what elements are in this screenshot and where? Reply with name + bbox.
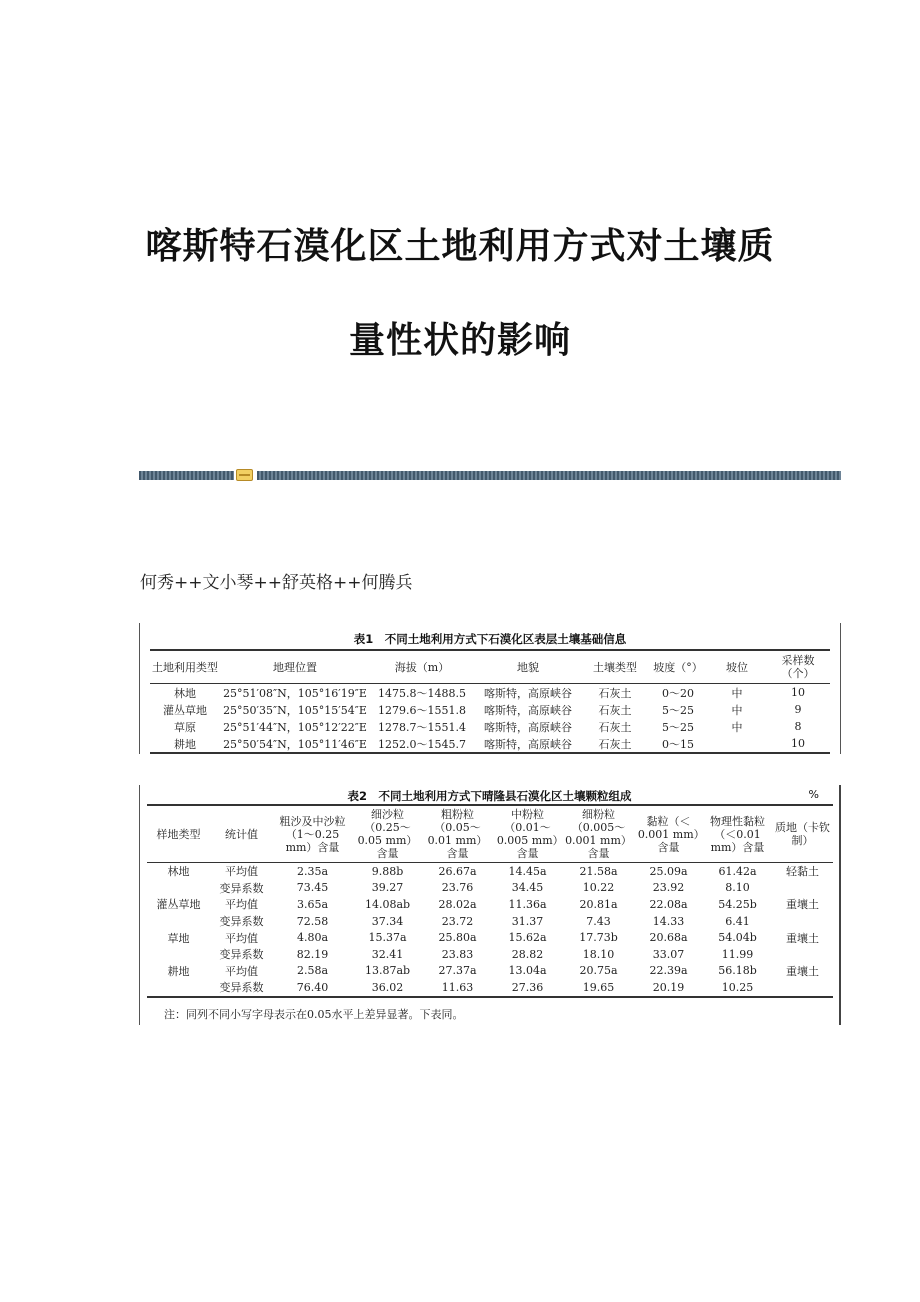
table-cell: 中 <box>731 720 743 734</box>
table-cell: 6.41 <box>725 914 750 928</box>
table-cell: 14.45a <box>508 864 547 878</box>
table-cell: 喀斯特，高原峡谷 <box>484 737 572 751</box>
table-cell: 20.81a <box>579 897 618 911</box>
table-cell: 石灰土 <box>598 737 632 751</box>
authors-line: 何秀++文小琴++舒英格++何腾兵 <box>140 573 413 593</box>
table-row <box>147 896 833 913</box>
table2-header-cell: 黏粒（＜0.001 mm）含量 <box>637 814 700 854</box>
table-cell: 10.25 <box>721 980 754 994</box>
envelope-icon <box>236 469 253 481</box>
table-cell: 37.34 <box>371 914 404 928</box>
table-cell <box>147 880 211 897</box>
table-cell: 54.25b <box>718 897 757 911</box>
table-cell: 平均值 <box>225 964 258 978</box>
table-cell: 石灰土 <box>598 720 632 734</box>
table-cell: 22.39a <box>649 964 688 978</box>
table-cell: 10 <box>791 737 805 750</box>
table-cell: 2.58a <box>296 964 329 978</box>
table-cell: 0～15 <box>662 737 694 751</box>
table-cell: 15.37a <box>368 931 407 945</box>
table-cell: 草原 <box>174 720 196 734</box>
table-cell: 9 <box>794 703 802 716</box>
table-cell: 21.58a <box>579 864 618 878</box>
table-cell <box>773 913 833 930</box>
table-cell: 中 <box>731 686 743 700</box>
table-cell: 变异系数 <box>219 981 264 995</box>
table-cell <box>773 880 833 897</box>
table-row <box>147 929 833 946</box>
table-cell: 20.19 <box>652 980 685 994</box>
table1-header-cell: 坡位 <box>726 660 748 674</box>
table-cell: 重壤土 <box>786 964 819 978</box>
table-row <box>150 684 830 702</box>
table1-header-cell: 坡度（°） <box>653 660 703 674</box>
table-cell: 林地 <box>174 686 196 700</box>
table-cell: 喀斯特，高原峡谷 <box>484 720 572 734</box>
table-cell <box>147 913 211 930</box>
table-cell: 变异系数 <box>219 915 264 929</box>
table2 <box>147 804 833 998</box>
table1-figure <box>139 623 841 754</box>
table1-header-cell: 土地利用类型 <box>152 660 218 674</box>
table2-header-cell: 细沙粒（0.25～0.05 mm）含量 <box>357 808 418 860</box>
table-cell: 耕地 <box>174 737 196 751</box>
table2-caption-text: 表2 不同土地利用方式下晴隆县石漠化区土壤颗粒组成 <box>347 789 632 803</box>
decorative-rule-right <box>257 471 841 480</box>
table-cell: 中 <box>731 703 743 717</box>
table-cell: 18.10 <box>582 947 615 961</box>
table-cell <box>147 946 211 963</box>
table2-header-cell: 粗粉粒（0.05～0.01 mm）含量 <box>427 808 488 860</box>
table-cell: 22.08a <box>649 897 688 911</box>
table2-unit: % <box>808 788 819 801</box>
table-cell: 变异系数 <box>219 948 264 962</box>
table-cell: 56.18b <box>718 964 757 978</box>
table-cell: 9.88b <box>371 864 404 878</box>
table-cell: 8.10 <box>725 881 750 895</box>
table-cell: 耕地 <box>167 964 190 978</box>
table-cell: 25°51′44″N，105°12′22″E <box>223 720 367 734</box>
table-cell: 76.40 <box>296 980 329 994</box>
table-cell: 25.80a <box>438 931 477 945</box>
table-cell: 39.27 <box>371 881 404 895</box>
table2-header-row <box>147 805 833 863</box>
table-cell: 轻黏土 <box>786 865 819 879</box>
table-cell: 25.09a <box>649 864 688 878</box>
table-cell: 平均值 <box>225 898 258 912</box>
table-cell <box>773 946 833 963</box>
table-cell <box>147 979 211 997</box>
table-cell: 82.19 <box>296 947 329 961</box>
table-cell: 13.87ab <box>364 964 411 978</box>
table-cell: 25°50′35″N，105°15′54″E <box>223 703 367 717</box>
table2-header-cell: 物理性黏粒（＜0.01 mm）含量 <box>710 814 765 854</box>
table-cell: 11.36a <box>508 897 547 911</box>
decorative-rule-left <box>139 471 234 480</box>
table-cell: 3.65a <box>296 897 329 911</box>
table2-header-cell: 粗沙及中沙粒（1～0.25 mm）含量 <box>279 814 346 854</box>
table1 <box>150 649 830 754</box>
table2-note: 注：同列不同小写字母表示在0.05水平上差异显著。下表同。 <box>164 1007 464 1021</box>
table-cell: 11.99 <box>721 947 754 961</box>
table-cell: 1475.8～1488.5 <box>378 686 466 700</box>
table-cell: 灌丛草地 <box>156 898 201 912</box>
table-cell: 5～25 <box>662 720 694 734</box>
table-cell: 1278.7～1551.4 <box>378 720 466 734</box>
table-cell: 72.58 <box>296 914 329 928</box>
table-cell: 28.02a <box>438 897 477 911</box>
table-cell: 平均值 <box>225 931 258 945</box>
table-cell: 32.41 <box>371 947 404 961</box>
table-cell: 28.82 <box>511 947 544 961</box>
table1-header-cell: 土壤类型 <box>593 660 637 674</box>
document-title-line-1: 喀斯特石漠化区土地利用方式对土壤质 <box>145 226 775 267</box>
table-cell: 10 <box>791 686 805 699</box>
table2-header-cell: 中粉粒（0.01～0.005 mm）含量 <box>496 808 559 860</box>
table-cell: 54.04b <box>718 931 757 945</box>
table-cell: 33.07 <box>652 947 685 961</box>
document-title-line-2: 量性状的影响 <box>348 320 571 361</box>
table-cell: 23.83 <box>441 947 474 961</box>
table-cell: 23.92 <box>652 881 685 895</box>
table-cell: 13.04a <box>508 964 547 978</box>
table1-header-cell: 海拔（m） <box>394 660 450 674</box>
table-cell: 10.22 <box>582 881 615 895</box>
table-cell: 20.68a <box>649 931 688 945</box>
table-cell: 14.33 <box>652 914 685 928</box>
table-cell: 石灰土 <box>598 686 632 700</box>
table-row <box>150 718 830 735</box>
table-cell: 14.08ab <box>364 897 411 911</box>
table-cell: 31.37 <box>511 914 544 928</box>
table-cell <box>773 979 833 997</box>
table-cell: 73.45 <box>296 881 329 895</box>
table-cell: 19.65 <box>582 980 615 994</box>
table-cell: 平均值 <box>225 865 258 879</box>
table-row <box>147 963 833 980</box>
table-row <box>147 863 833 880</box>
table-cell: 8 <box>794 720 802 733</box>
table-cell: 23.72 <box>441 914 474 928</box>
table-cell: 变异系数 <box>219 881 264 895</box>
table-cell: 26.67a <box>438 864 477 878</box>
table-cell: 喀斯特，高原峡谷 <box>484 703 572 717</box>
table-row <box>150 735 830 753</box>
table-cell: 5～25 <box>662 703 694 717</box>
table1-header-cell: 地理位置 <box>273 660 317 674</box>
table-cell: 27.37a <box>438 964 477 978</box>
table-cell: 61.42a <box>718 864 757 878</box>
table2-figure <box>139 785 841 1025</box>
table-cell: 7.43 <box>586 914 611 928</box>
table2-header-cell: 细粉粒（0.005～0.001 mm）含量 <box>565 808 632 860</box>
table-cell: 2.35a <box>296 864 329 878</box>
table-row <box>147 979 833 997</box>
table-cell <box>708 735 766 753</box>
table-cell: 重壤土 <box>786 931 819 945</box>
table-cell: 1252.0～1545.7 <box>378 737 466 751</box>
table2-header-cell: 样地类型 <box>156 827 201 841</box>
table-cell: 石灰土 <box>598 703 632 717</box>
table1-header-row <box>150 650 830 684</box>
table-cell: 15.62a <box>508 931 547 945</box>
table-cell: 23.76 <box>441 881 474 895</box>
table-cell: 11.63 <box>441 980 474 994</box>
table2-caption <box>140 788 839 804</box>
table-cell: 草地 <box>167 931 190 945</box>
table-row <box>147 946 833 963</box>
table1-header-cell: 地貌 <box>517 660 539 674</box>
table-cell: 25°50′54″N，105°11′46″E <box>223 737 367 751</box>
table-cell: 4.80a <box>296 931 329 945</box>
table-cell: 1279.6～1551.8 <box>378 703 466 717</box>
table-row <box>150 701 830 718</box>
table-cell: 林地 <box>167 865 190 879</box>
table2-header-cell: 质地（卡钦制） <box>775 821 830 847</box>
table-cell: 36.02 <box>371 980 404 994</box>
table-cell: 灌丛草地 <box>163 703 207 717</box>
table-row <box>147 913 833 930</box>
table-cell: 喀斯特，高原峡谷 <box>484 686 572 700</box>
table-cell: 重壤土 <box>786 898 819 912</box>
table-cell: 20.75a <box>579 964 618 978</box>
table-cell: 25°51′08″N，105°16′19″E <box>223 686 367 700</box>
table2-header-cell: 统计值 <box>225 827 258 841</box>
table-cell: 34.45 <box>511 881 544 895</box>
table-cell: 17.73b <box>579 931 618 945</box>
table1-caption: 表1 不同土地利用方式下石漠化区表层土壤基础信息 <box>353 632 627 646</box>
table-row <box>147 880 833 897</box>
table-cell: 27.36 <box>511 980 544 994</box>
table-cell: 0～20 <box>662 686 694 700</box>
table1-header-cell: 采样数（个） <box>781 654 815 680</box>
